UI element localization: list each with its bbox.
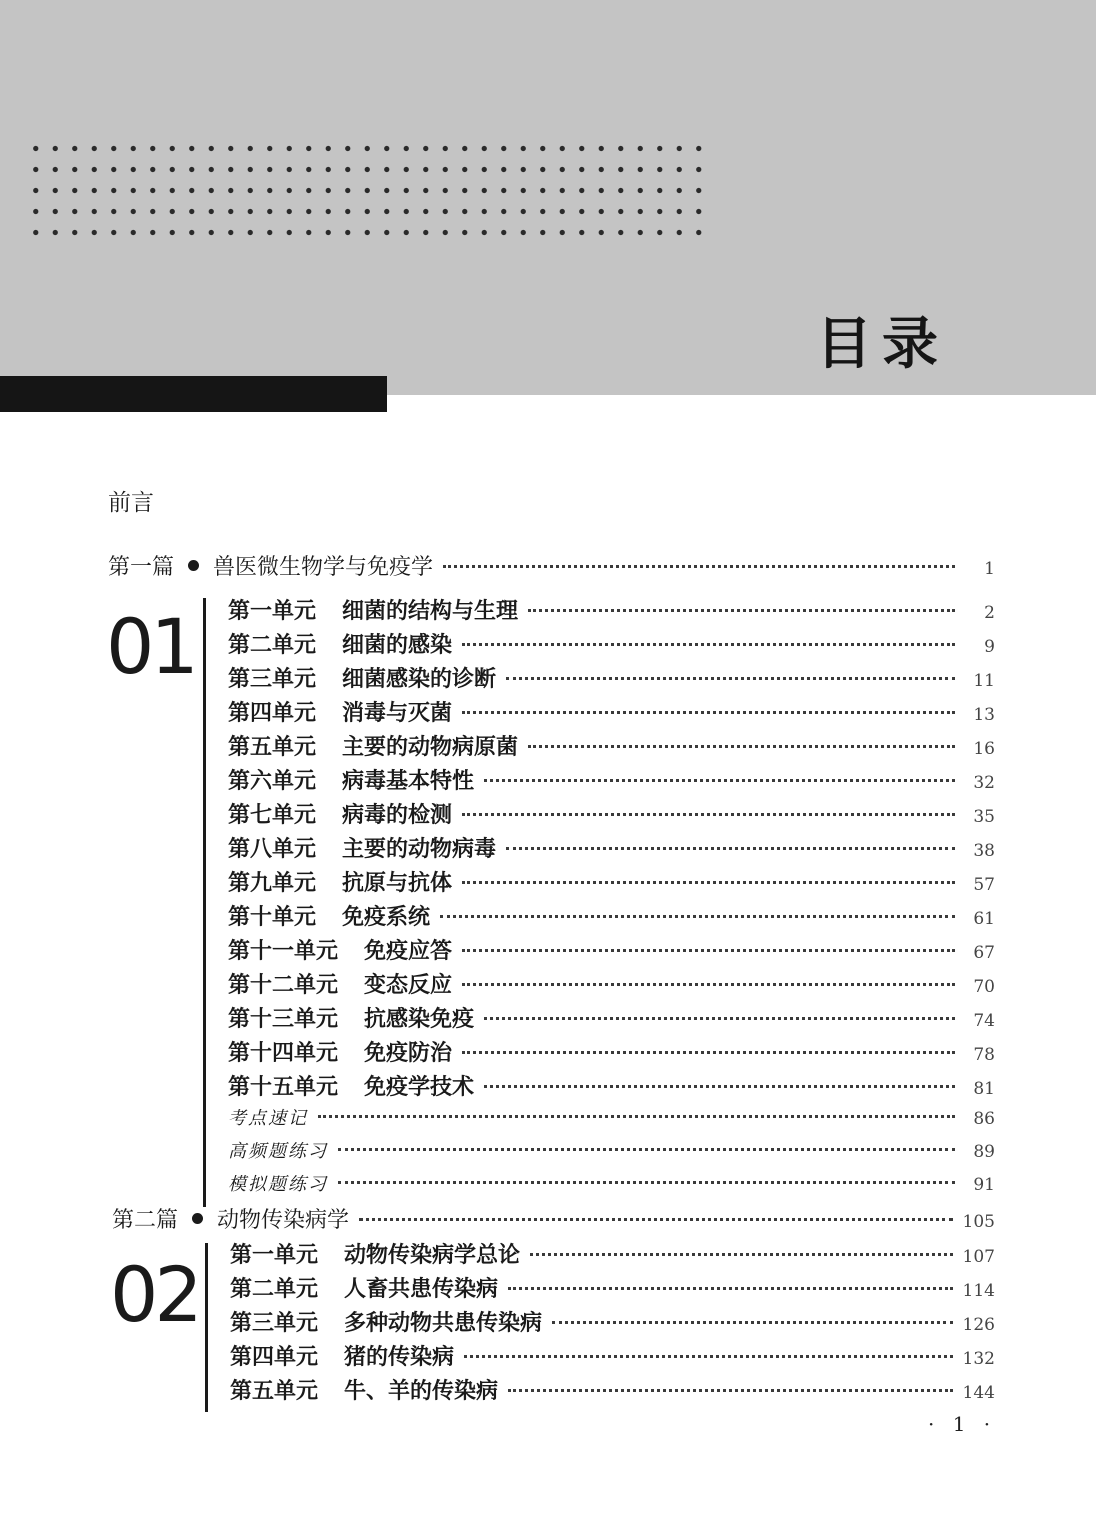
unit-entry[interactable]	[228, 594, 995, 625]
unit-entry[interactable]	[228, 866, 995, 897]
unit-label: 第三单元	[228, 667, 317, 692]
dot-leader	[484, 1017, 955, 1020]
dot-leader	[508, 1389, 953, 1392]
dot-leader	[506, 677, 955, 680]
page-ref: 86	[973, 1109, 995, 1129]
unit-entry[interactable]	[228, 832, 995, 863]
unit-title: 主要的动物病毒	[342, 837, 497, 862]
page-ref: 81	[973, 1079, 995, 1099]
page-ref: 91	[973, 1175, 995, 1195]
unit-title: 多种动物共患传染病	[344, 1311, 543, 1336]
dot-leader	[359, 1218, 953, 1221]
page-ref: 35	[973, 807, 995, 827]
dot-leader	[508, 1287, 953, 1290]
part-label: 第一篇	[108, 555, 175, 580]
unit-title: 动物传染病学总论	[344, 1243, 521, 1268]
page-ref: 144	[962, 1383, 995, 1403]
unit-title: 变态反应	[364, 973, 453, 998]
dot-leader	[484, 1085, 955, 1088]
part-heading[interactable]	[108, 550, 995, 581]
page-ref: 89	[973, 1142, 995, 1162]
unit-entry[interactable]	[228, 968, 995, 999]
unit-label: 第一单元	[228, 599, 317, 624]
unit-label: 第九单元	[228, 871, 317, 896]
unit-label: 第三单元	[230, 1311, 319, 1336]
dot-leader	[318, 1115, 955, 1118]
dot-leader	[462, 813, 955, 816]
dot-leader	[443, 565, 955, 568]
dot-leader	[528, 609, 955, 612]
dot-leader	[462, 1051, 955, 1054]
unit-title: 主要的动物病原菌	[342, 735, 519, 760]
unit-title: 免疫应答	[364, 939, 453, 964]
page-ref: 105	[962, 1212, 995, 1232]
unit-label: 第十二单元	[228, 973, 339, 998]
unit-label: 第十五单元	[228, 1075, 339, 1100]
unit-title: 细菌的结构与生理	[342, 599, 519, 624]
page-ref: 32	[973, 773, 995, 793]
unit-title: 细菌的感染	[342, 633, 453, 658]
unit-entry[interactable]	[228, 730, 995, 761]
extra-title: 考点速记	[228, 1108, 308, 1129]
unit-label: 第五单元	[230, 1379, 319, 1404]
unit-entry[interactable]	[228, 628, 995, 659]
extra-entry[interactable]	[228, 1104, 995, 1130]
dot-leader	[462, 643, 955, 646]
part-number: 01	[106, 602, 195, 691]
dot-leader	[506, 847, 955, 850]
dot-leader	[462, 711, 955, 714]
unit-title: 消毒与灭菌	[342, 701, 453, 726]
page-title: 目录	[816, 312, 948, 377]
black-bar	[0, 376, 387, 412]
part-number: 02	[110, 1250, 199, 1339]
page-ref: 16	[973, 739, 995, 759]
page-ref: 2	[984, 603, 995, 623]
unit-label: 第七单元	[228, 803, 317, 828]
dot-leader	[552, 1321, 953, 1324]
dot-leader	[462, 949, 955, 952]
unit-label: 第一单元	[230, 1243, 319, 1268]
unit-entry[interactable]	[230, 1272, 995, 1303]
part-divider-line	[205, 1243, 208, 1412]
unit-title: 细菌感染的诊断	[342, 667, 497, 692]
page-ref: 114	[962, 1281, 995, 1301]
page-ref: 70	[973, 977, 995, 997]
unit-label: 第五单元	[228, 735, 317, 760]
unit-entry[interactable]	[228, 696, 995, 727]
extra-entry[interactable]	[228, 1170, 995, 1196]
page-ref: 74	[973, 1011, 995, 1031]
unit-title: 免疫学技术	[364, 1075, 475, 1100]
unit-title: 牛、羊的传染病	[344, 1379, 499, 1404]
header-band	[0, 0, 1096, 395]
unit-title: 猪的传染病	[344, 1345, 455, 1370]
unit-entry[interactable]	[230, 1238, 995, 1269]
unit-title: 人畜共患传染病	[344, 1277, 499, 1302]
unit-title: 抗原与抗体	[342, 871, 453, 896]
dot-leader	[464, 1355, 953, 1358]
unit-label: 第六单元	[228, 769, 317, 794]
unit-entry[interactable]	[230, 1306, 995, 1337]
unit-label: 第二单元	[228, 633, 317, 658]
unit-title: 病毒基本特性	[342, 769, 475, 794]
unit-entry[interactable]	[228, 1002, 995, 1033]
unit-label: 第八单元	[228, 837, 317, 862]
part-divider-line	[203, 598, 206, 1207]
extra-entry[interactable]	[228, 1137, 995, 1163]
dot-leader	[462, 881, 955, 884]
unit-title: 抗感染免疫	[364, 1007, 475, 1032]
extra-title: 高频题练习	[228, 1141, 328, 1162]
dot-leader	[528, 745, 955, 748]
dot-leader	[484, 779, 955, 782]
page-ref: 57	[973, 875, 995, 895]
extra-title: 模拟题练习	[228, 1174, 328, 1195]
preface-link[interactable]: 前言	[108, 490, 154, 516]
unit-title: 病毒的检测	[342, 803, 453, 828]
unit-entry[interactable]	[230, 1340, 995, 1371]
page-ref: 38	[973, 841, 995, 861]
unit-label: 第十一单元	[228, 939, 339, 964]
page-number: · 1 ·	[928, 1412, 997, 1436]
part-heading[interactable]	[112, 1203, 995, 1234]
page-ref: 132	[962, 1349, 995, 1369]
page-ref: 126	[962, 1315, 995, 1335]
page-ref: 61	[973, 909, 995, 929]
unit-label: 第四单元	[230, 1345, 319, 1370]
unit-entry[interactable]	[228, 900, 995, 931]
page-ref: 13	[973, 705, 995, 725]
page-ref: 1	[984, 559, 995, 579]
unit-entry[interactable]	[228, 662, 995, 693]
unit-entry[interactable]	[228, 1070, 995, 1101]
unit-label: 第十单元	[228, 905, 317, 930]
unit-label: 第四单元	[228, 701, 317, 726]
unit-title: 免疫系统	[342, 905, 431, 930]
page-ref: 78	[973, 1045, 995, 1065]
dot-leader	[530, 1253, 953, 1256]
dot-leader	[440, 915, 955, 918]
dot-leader	[338, 1181, 955, 1184]
unit-entry[interactable]	[228, 798, 995, 829]
unit-entry[interactable]	[230, 1374, 995, 1405]
bullet-dot	[188, 560, 199, 571]
unit-label: 第十三单元	[228, 1007, 339, 1032]
unit-entry[interactable]	[228, 764, 995, 795]
bullet-dot	[192, 1213, 203, 1224]
unit-entry[interactable]	[228, 934, 995, 965]
part-label: 第二篇	[112, 1208, 179, 1233]
part-title: 兽医微生物学与免疫学	[213, 555, 434, 580]
unit-label: 第十四单元	[228, 1041, 339, 1066]
unit-entry[interactable]	[228, 1036, 995, 1067]
dot-leader	[338, 1148, 955, 1151]
page-ref: 107	[962, 1247, 995, 1267]
page-ref: 11	[973, 671, 995, 691]
unit-label: 第二单元	[230, 1277, 319, 1302]
part-title: 动物传染病学	[217, 1208, 350, 1233]
dot-leader	[462, 983, 955, 986]
page-ref: 67	[973, 943, 995, 963]
unit-title: 免疫防治	[364, 1041, 453, 1066]
page-ref: 9	[984, 637, 995, 657]
dot-pattern	[26, 138, 706, 250]
